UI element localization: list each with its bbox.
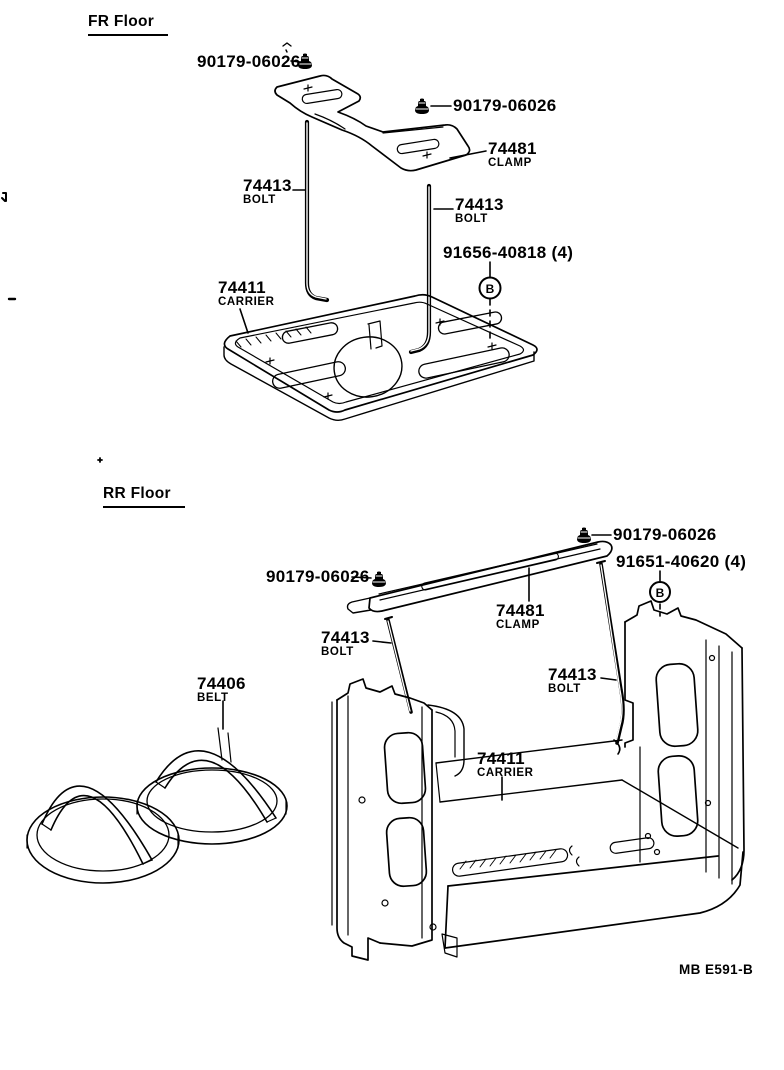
part-number: 74411 xyxy=(477,749,525,768)
fr-nut-right-icon xyxy=(415,99,429,115)
part-number: 91656-40818 (4) xyxy=(443,243,574,262)
label-rr-nut-top xyxy=(613,526,717,543)
rr-bolt-right-drawing xyxy=(597,561,623,754)
fr-clamp-drawing xyxy=(275,75,470,170)
fr-bolt-left-drawing xyxy=(307,122,327,300)
label-fr-bolt-right xyxy=(455,196,504,226)
label-rr-bolt-left xyxy=(321,629,370,659)
section-title-rr: RR Floor xyxy=(103,485,185,508)
part-name: BOLT xyxy=(243,194,276,206)
scan-artifacts xyxy=(2,43,291,462)
rr-carrier-drawing xyxy=(332,601,744,960)
part-number: 74413 xyxy=(243,176,292,195)
part-name: CARRIER xyxy=(477,767,534,779)
part-number: 90179-06026 xyxy=(266,567,370,586)
fr-washer-symbol-letter: B xyxy=(485,282,495,296)
rr-nut-top-icon xyxy=(577,528,591,544)
fr-washer-symbol xyxy=(480,278,501,299)
part-number: 90179-06026 xyxy=(613,525,717,544)
part-name: CLAMP xyxy=(496,619,540,631)
fr-bolt-right-drawing xyxy=(411,186,429,352)
drawing-code: MB E591-B xyxy=(679,962,754,977)
part-number: 91651-40620 (4) xyxy=(616,552,747,571)
label-fr-washer xyxy=(443,244,573,261)
rr-washer-symbol-letter: B xyxy=(655,586,665,600)
part-number: 74481 xyxy=(488,139,537,158)
label-rr-clamp xyxy=(496,602,545,632)
label-fr-nut-right xyxy=(453,97,557,114)
label-fr-clamp xyxy=(488,140,537,170)
label-fr-bolt-left xyxy=(243,177,292,207)
part-name: BELT xyxy=(197,692,229,704)
part-name: CARRIER xyxy=(218,296,275,308)
label-rr-carrier xyxy=(477,750,534,780)
rr-nut-left-icon xyxy=(372,572,386,588)
part-number: 74413 xyxy=(321,628,370,647)
label-fr-carrier xyxy=(218,279,275,309)
label-rr-bolt-right xyxy=(548,666,597,696)
part-number: 74413 xyxy=(548,665,597,684)
part-number: 74413 xyxy=(455,195,504,214)
part-name: BOLT xyxy=(455,213,488,225)
label-rr-washer xyxy=(616,553,746,570)
part-number: 90179-06026 xyxy=(453,96,557,115)
section-title-fr: FR Floor xyxy=(88,13,168,36)
label-rr-nut-left xyxy=(266,568,370,585)
rr-clamp-drawing xyxy=(348,541,612,613)
part-number: 74411 xyxy=(218,278,266,297)
part-number: 74406 xyxy=(197,674,246,693)
part-number: 90179-06026 xyxy=(197,52,301,71)
label-rr-belt xyxy=(197,675,246,705)
label-fr-nut-left xyxy=(197,53,301,70)
rr-washer-symbol xyxy=(650,582,670,602)
part-name: BOLT xyxy=(321,646,354,658)
part-name: CLAMP xyxy=(488,157,532,169)
part-name: BOLT xyxy=(548,683,581,695)
rr-belt-drawing xyxy=(27,728,287,883)
part-number: 74481 xyxy=(496,601,545,620)
